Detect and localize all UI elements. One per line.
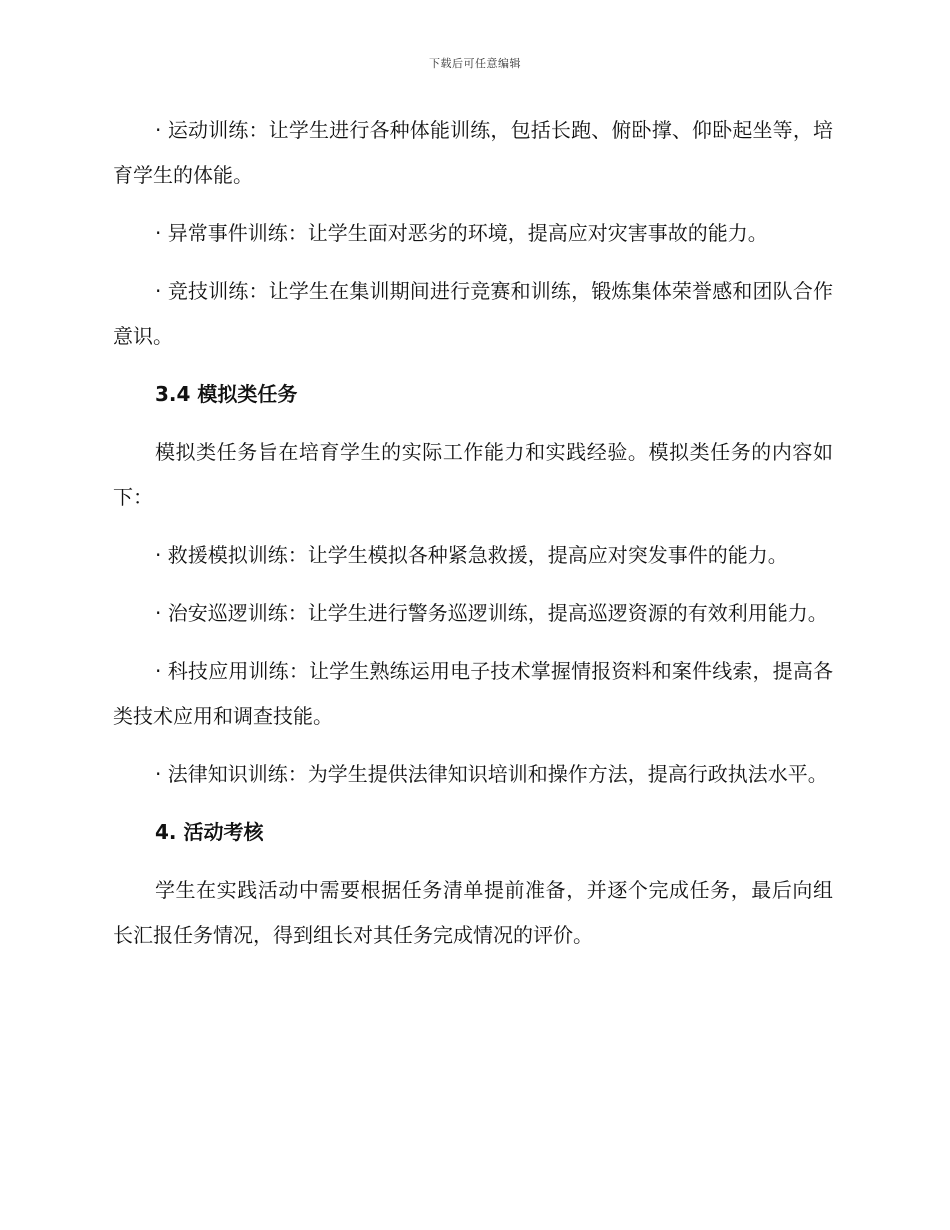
paragraph-simulation-intro: 模拟类任务旨在培育学生的实际工作能力和实践经验。模拟类任务的内容如下：	[113, 440, 833, 509]
paragraph-legal-knowledge: · 法律知识训练：为学生提供法律知识培训和操作方法，提高行政执法水平。	[155, 762, 828, 786]
paragraph-tech-application: · 科技应用训练：让学生熟练运用电子技术掌握情报资料和案件线索，提高各类技术应用和调查技能。	[113, 659, 833, 728]
paragraph-emergency-training: · 异常事件训练：让学生面对恶劣的环境，提高应对灾害事故的能力。	[155, 221, 768, 245]
paragraph-sports-training: · 运动训练：让学生进行各种体能训练，包括长跑、俯卧撑、仰卧起坐等，培育学生的体能。	[113, 118, 833, 187]
section-heading-simulation-tasks: 3.4 模拟类任务	[155, 382, 298, 406]
paragraph-patrol-training: · 治安巡逻训练：让学生进行警务巡逻训练，提高巡逻资源的有效利用能力。	[155, 601, 828, 625]
paragraph-rescue-simulation: · 救援模拟训练：让学生模拟各种紧急救援，提高应对突发事件的能力。	[155, 543, 788, 567]
document-body	[113, 108, 833, 971]
paragraph-assessment: 学生在实践活动中需要根据任务清单提前准备，并逐个完成任务，最后向组长汇报任务情况，得到组长对其任务完成情况的评价。	[113, 878, 833, 947]
paragraph-competition-training: · 竞技训练：让学生在集训期间进行竞赛和训练，锻炼集体荣誉感和团队合作意识。	[113, 279, 833, 348]
section-heading-assessment: 4. 活动考核	[155, 820, 264, 844]
header-note: 下载后可任意编辑	[429, 57, 521, 70]
